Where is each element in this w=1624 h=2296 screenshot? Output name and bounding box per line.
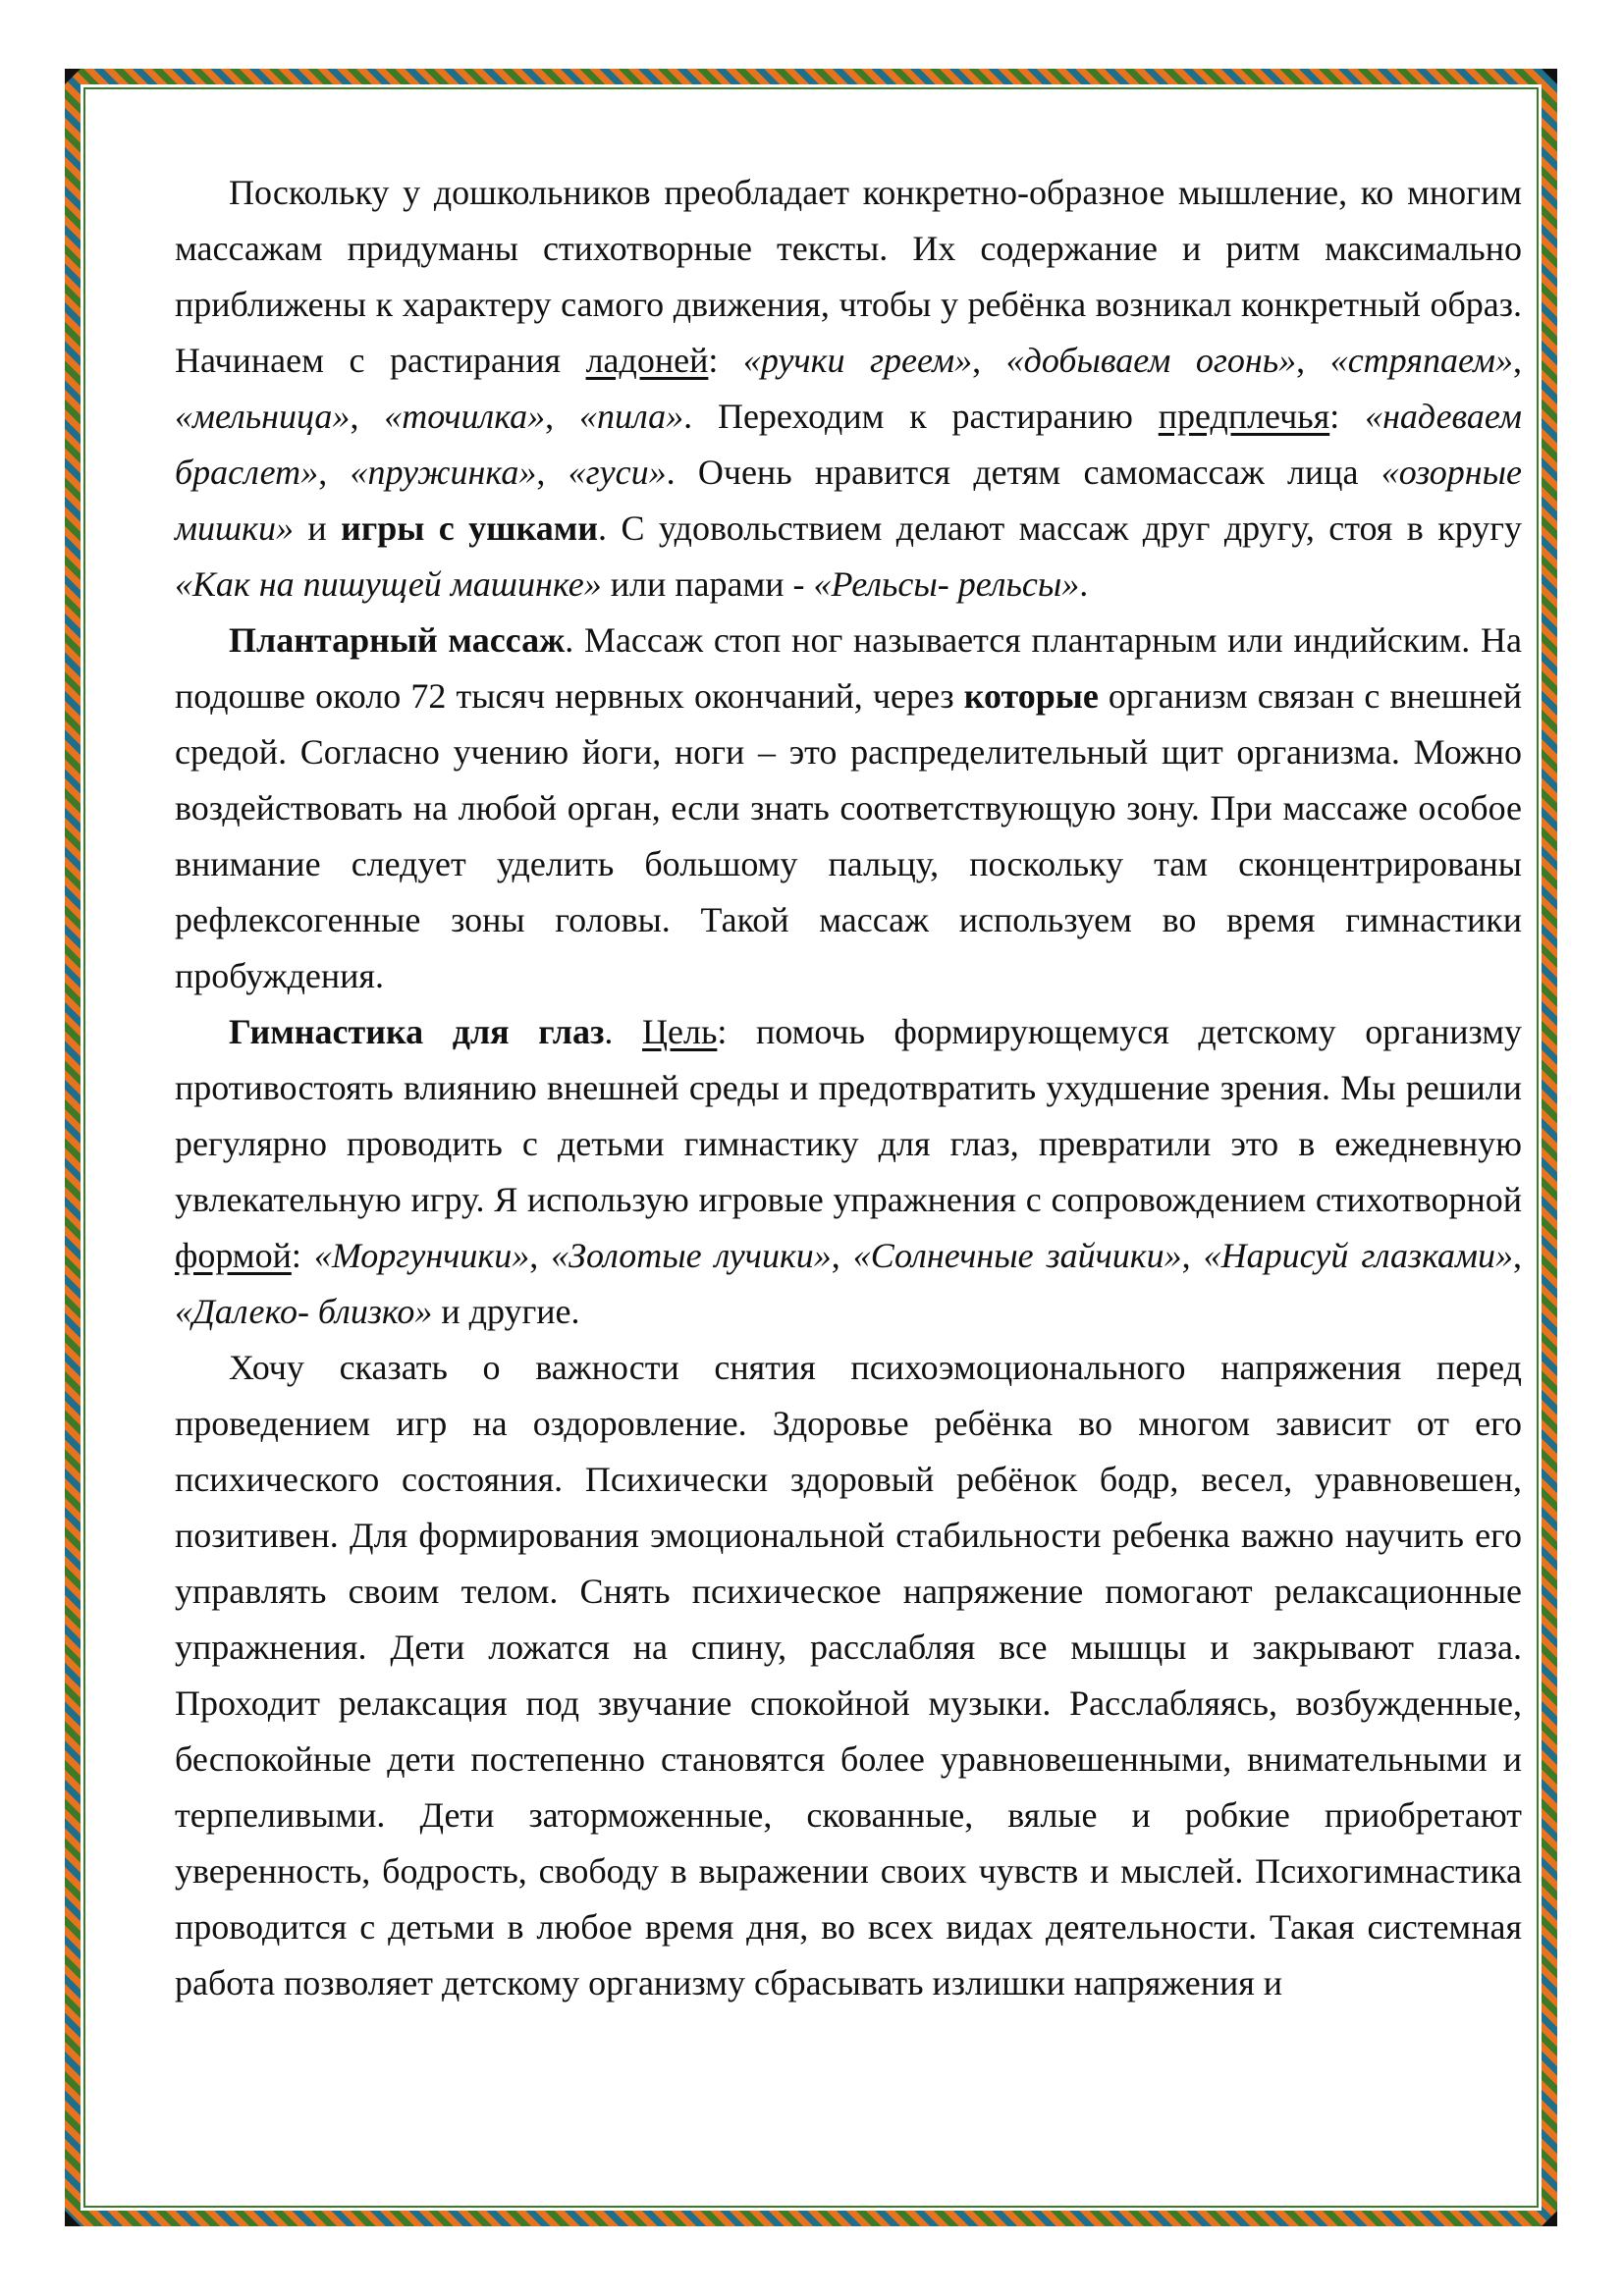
italic-run: «Золотые лучики» xyxy=(551,1236,832,1275)
text-run: , xyxy=(972,341,1006,380)
italic-run: «Далеко- близко» xyxy=(175,1292,433,1331)
paragraph-psycho-emotional-relief xyxy=(175,1340,1522,2011)
italic-run: «ручки греем» xyxy=(742,341,973,380)
italic-run: «пружинка» xyxy=(350,453,537,492)
italic-run: «добываем огонь» xyxy=(1005,341,1297,380)
italic-run: «гуси» xyxy=(568,453,667,492)
bold-run: которые xyxy=(963,676,1099,716)
paragraph-massage-poems xyxy=(175,165,1522,613)
text-run: : xyxy=(708,341,743,380)
underlined-run: ладоней xyxy=(585,341,709,380)
bold-run: Гимнастика для глаз xyxy=(229,1012,605,1051)
text-run: . Массаж стоп ног называется плантарным или индийским. На подошве около 72 тысяч нервных окончаний, через xyxy=(175,620,1522,716)
text-run: , xyxy=(529,1236,552,1275)
paragraph-eye-gymnastics xyxy=(175,1004,1522,1340)
text-run: , xyxy=(318,453,351,492)
document-body xyxy=(175,165,1522,2011)
text-run: , xyxy=(350,397,385,436)
italic-run: «Как на пишущей машинке» xyxy=(175,564,602,604)
underlined-run: Цель xyxy=(642,1012,718,1051)
italic-run: «пила» xyxy=(578,397,684,436)
underlined-run: предплечья xyxy=(1158,397,1330,436)
text-run: Поскольку у дошкольников преобладает конкретно-образное мышление, ко многим массажам придуманы стихотворные тексты. Их содержание и ритм максимально приближены к характеру самого движения, чтобы у ребёнка возникал конкретный образ. Начинаем с растирания xyxy=(175,173,1522,380)
italic-run: «точилка» xyxy=(384,397,546,436)
italic-run: «мельница» xyxy=(175,397,351,436)
italic-run: «Рельсы- рельсы» xyxy=(813,564,1080,604)
underlined-run: формой xyxy=(175,1236,292,1275)
italic-run: «стряпаем» xyxy=(1329,341,1513,380)
text-run: организм связан с внешней средой. Согласно учению йоги, ноги – это распределительный щит организма. Можно воздействовать на любой орган, если знать соответствующую зону. При массаже особое внимание следует уделить большому пальцу, поскольку там сконцентрированы рефлексогенные зоны головы. Такой массаж используем во время гимнастики пробуждения. xyxy=(175,676,1522,995)
text-run: . xyxy=(1079,564,1089,604)
border-corner-bottom-right xyxy=(1542,2211,1557,2226)
text-run: , xyxy=(545,397,579,436)
text-run: , xyxy=(1181,1236,1204,1275)
border-corner-bottom-left xyxy=(65,2211,81,2226)
text-run: . Очень нравится детям самомассаж лица xyxy=(666,453,1381,492)
paragraph-plantar-massage xyxy=(175,613,1522,1004)
text-run: , xyxy=(1296,341,1330,380)
text-run: . xyxy=(604,1012,643,1051)
text-run: или парами - xyxy=(601,564,814,604)
text-run: и другие. xyxy=(432,1292,580,1331)
text-run: Хочу сказать о важности снятия психоэмоционального напряжения перед проведением игр на оздоровление. Здоровье ребёнка во многом зависит от его психического состояния. Психически здоровый ребёнок бодр, весел, уравновешен, позитивен. Для формирования эмоциональной стабильности ребенка важно научить его управлять своим телом. Снять психическое напряжение помогают релаксационные упражнения. Дети ложатся на спину, расслабляя все мышцы и закрывают глаза. Проходит релаксация под звучание спокойной музыки. Расслабляясь, возбужденные, беспокойные дети постепенно становятся более уравновешенными, внимательными и терпеливыми. Дети заторможенные, скованные, вялые и робкие приобретают уверенность, бодрость, свободу в выражении своих чувств и мыслей. Психогимнастика проводится с детьми в любое время дня, во всех видах деятельности. Такая системная работа позволяет детскому организму сбрасывать излишки напряжения и xyxy=(175,1348,1522,2002)
bold-run: игры с ушками xyxy=(341,508,599,548)
text-run: : помочь формирующемуся детскому организму противостоять влиянию внешней среды и предотвратить ухудшение зрения. Мы решили регулярно проводить с детьми гимнастику для глаз, превратили это в ежедневную увлекательную игру. Я использую игровые упражнения с сопровождением стихотворной xyxy=(175,1012,1522,1219)
text-run: и xyxy=(294,508,342,548)
italic-run: «Нарисуй глазками» xyxy=(1203,1236,1513,1275)
border-corner-top-right xyxy=(1542,69,1557,84)
italic-run: «Моргунчики» xyxy=(313,1236,530,1275)
text-run: . Переходим к растиранию xyxy=(683,397,1159,436)
italic-run: «надеваем браслет» xyxy=(175,397,1522,492)
text-run: . С удовольствием делают массаж друг другу, стоя в кругу xyxy=(598,508,1523,548)
italic-run: «Солнечные зайчики» xyxy=(852,1236,1182,1275)
border-corner-top-left xyxy=(65,69,81,84)
text-run: , xyxy=(536,453,568,492)
text-run: , xyxy=(831,1236,853,1275)
text-run: : xyxy=(291,1236,314,1275)
italic-run: «озорные мишки» xyxy=(175,453,1523,548)
text-run: , xyxy=(1513,1236,1522,1275)
text-run: : xyxy=(1329,397,1366,436)
bold-run: Плантарный массаж xyxy=(229,620,566,660)
text-run: , xyxy=(1513,341,1522,380)
